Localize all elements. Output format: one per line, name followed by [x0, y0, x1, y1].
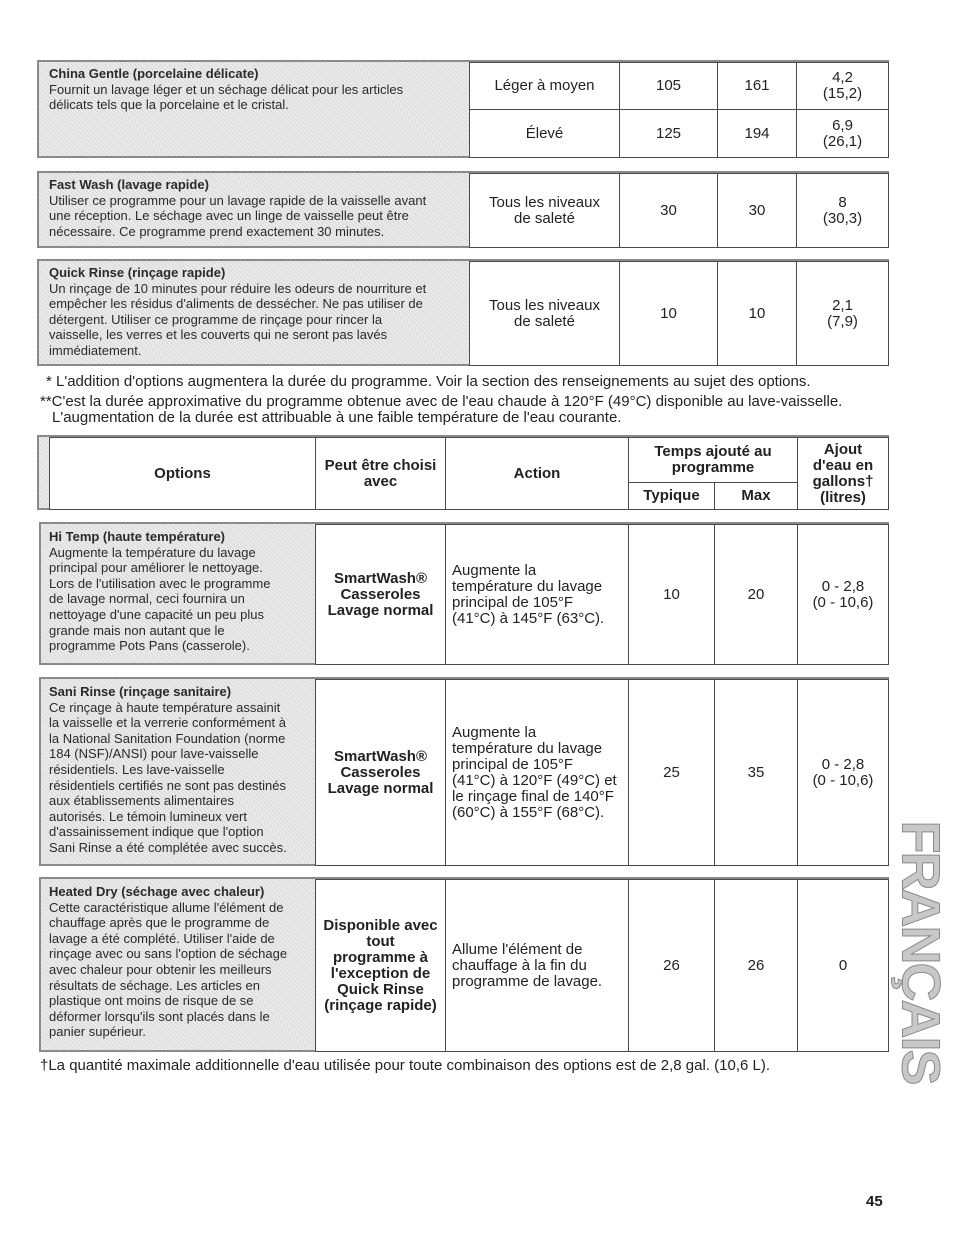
desc-line: Utiliser ce programme pour un lavage rapide de la vaisselle avant — [49, 192, 427, 208]
desc-line: la National Sanitation Foundation (norme — [49, 730, 286, 746]
water-value-liters: (0 - 10,6) — [812, 771, 874, 789]
typical-value: 25 — [663, 763, 680, 781]
desc-line: détergent. Utiliser ce programme de rinçage pour rincer la — [49, 311, 383, 327]
desc-line: 184 (NSF)/ANSI) pour lave-vaisselle — [49, 746, 259, 762]
chosen-line: Lavage normal — [327, 779, 434, 797]
action-line: le rinçage final de 140°F — [452, 787, 614, 805]
typical-cell — [628, 679, 715, 866]
header-typical-label: Typique — [643, 487, 700, 504]
header-options — [49, 437, 316, 510]
water-cell — [797, 524, 889, 665]
header-water-line: d'eau en — [812, 456, 874, 474]
soil-text: de saleté — [514, 312, 575, 330]
action-line: programme de lavage. — [452, 972, 603, 990]
option-title: Heated Dry (séchage avec chaleur) — [49, 884, 265, 899]
time2-value: 161 — [744, 77, 770, 94]
action-line: (41°C) à 145°F (63°C). — [452, 609, 605, 627]
desc-line: autorisés. Le témoin lumineux vert — [49, 808, 247, 824]
cycle-title: China Gentle (porcelaine délicate) — [49, 66, 259, 81]
cycle-description — [49, 177, 469, 239]
header-chosen-line: Peut être choisi — [324, 456, 437, 474]
action-line: température du lavage — [452, 577, 603, 595]
soil-level-cell — [469, 109, 620, 158]
action-cell — [445, 679, 629, 866]
cycle-title: Fast Wash (lavage rapide) — [49, 177, 209, 192]
typical-value: 10 — [663, 585, 680, 603]
max-cell — [714, 679, 798, 866]
desc-line: lavage a été complété. Utiliser l'aide de — [49, 930, 275, 946]
typical-cell — [628, 879, 715, 1052]
time-cell — [619, 109, 718, 158]
desc-line: Fournit un lavage léger et un séchage délicat pour les articles — [49, 81, 404, 97]
soil-text: Tous les niveaux — [489, 296, 600, 314]
typical-cell — [628, 524, 715, 665]
max-value: 20 — [747, 585, 765, 603]
option-title: Sani Rinse (rinçage sanitaire) — [49, 684, 232, 699]
chosen-line: Quick Rinse — [337, 980, 424, 998]
desc-line: Sani Rinse a été complétée avec succès. — [49, 839, 287, 855]
time2-value: 194 — [744, 124, 770, 142]
desc-line: la vaisselle et la verrerie conformément à — [49, 715, 286, 731]
header-action-label: Action — [513, 464, 561, 482]
chosen-with-cell — [315, 679, 446, 866]
page-number: 45 — [866, 1193, 883, 1210]
water-cell — [796, 62, 889, 110]
chosen-with-cell — [315, 524, 446, 665]
soil-level-cell — [469, 62, 620, 110]
desc-line: empêcher les résidus d'aliments de dessécher. Ne pas utiliser de — [49, 296, 423, 312]
note-options-duration: * L'addition d'options augmentera la durée du programme. Voir la section des renseignements au sujet des options. — [46, 373, 811, 390]
max-cell — [714, 879, 798, 1052]
cycle-block-fast-wash — [37, 171, 889, 248]
soil-text: Tous les niveaux — [489, 193, 600, 211]
header-water-line: gallons† — [812, 472, 874, 490]
water-value-liters: (7,9) — [827, 312, 858, 330]
option-block-sani-rinse — [39, 677, 889, 866]
footnote-max-water: †La quantité maximale additionnelle d'eau utilisée pour toute combinaison des options est de 2,8 gal. (10,6 L). — [40, 1057, 771, 1074]
water-value: 8 — [838, 193, 847, 211]
desc-line: résidentiels. Les lave-vaisselle — [49, 761, 225, 777]
header-time-line: programme — [671, 459, 755, 476]
action-line: (41°C) à 120°F (49°C) et — [452, 771, 617, 789]
water-value-liters: (0 - 10,6) — [812, 593, 874, 611]
chosen-line: l'exception de — [330, 964, 431, 982]
time2-value: 30 — [748, 201, 766, 219]
time2-cell — [717, 261, 797, 366]
time-value: 125 — [655, 124, 682, 142]
time2-cell — [717, 173, 797, 248]
option-description — [49, 684, 317, 856]
action-cell — [445, 524, 629, 665]
time2-cell — [717, 109, 797, 158]
note-duration-increase: L'augmentation de la durée est attribuable à une faible température de l'eau courante. — [52, 409, 622, 426]
desc-line: nécessaire. Ce programme prend exactement 30 minutes. — [49, 223, 385, 239]
header-water-added — [797, 437, 889, 510]
action-line: principal de 105°F — [452, 755, 574, 773]
desc-line: de lavage normal, ceci fournira un — [49, 591, 245, 607]
header-time-added — [628, 437, 798, 483]
desc-line: Cette caractéristique allume l'élément de — [49, 899, 284, 915]
header-chosen-with — [315, 437, 446, 510]
desc-line: Un rinçage de 10 minutes pour réduire les odeurs de nourriture et — [49, 280, 427, 296]
time2-cell — [717, 62, 797, 110]
desc-line: programme Pots Pans (casserole). — [49, 638, 250, 654]
water-value-liters: (26,1) — [822, 132, 863, 150]
max-value: 35 — [747, 763, 765, 781]
action-line: chauffage à la fin du — [452, 956, 587, 974]
max-value: 26 — [747, 956, 765, 974]
water-cell — [796, 173, 889, 248]
soil-text: de saleté — [514, 209, 575, 227]
desc-line: rinçage avec ou sans l'option de séchage — [49, 946, 288, 962]
desc-line: nettoyage d'une capacité un peu plus — [49, 606, 264, 622]
chosen-line: Casseroles — [340, 585, 421, 603]
water-value: 2,1 — [832, 296, 853, 314]
time-cell — [619, 261, 718, 366]
desc-line: principal pour améliorer le nettoyage. — [49, 560, 263, 576]
time-cell — [619, 62, 718, 110]
action-cell — [445, 879, 629, 1052]
water-value: 0 - 2,8 — [821, 755, 865, 773]
chosen-line: (rinçage rapide) — [324, 996, 437, 1014]
desc-line: résultats de séchage. Les articles en — [49, 977, 261, 993]
header-typical — [628, 482, 715, 510]
chosen-line: SmartWash® — [333, 747, 428, 765]
soil-text: Léger à moyen — [494, 77, 595, 94]
chosen-line: Disponible avec — [323, 916, 438, 934]
desc-line: chauffage après que le programme de — [49, 915, 270, 931]
soil-text: Élevé — [525, 124, 564, 142]
option-title: Hi Temp (haute température) — [49, 529, 226, 544]
chosen-with-cell — [315, 879, 446, 1052]
desc-line: grande mais non autant que le — [49, 622, 225, 638]
desc-line: plastique ont moins de risque de se — [49, 993, 254, 1009]
header-options-label: Options — [154, 464, 211, 482]
time-value: 10 — [660, 304, 677, 322]
action-line: Allume l'élément de — [452, 940, 583, 958]
cycle-block-quick-rinse — [37, 259, 889, 366]
cycle-description — [49, 66, 469, 113]
water-cell — [797, 879, 889, 1052]
header-water-line: Ajout — [823, 440, 863, 458]
desc-line: Ce rinçage à haute température assainit — [49, 699, 281, 715]
chosen-line: SmartWash® — [333, 569, 428, 587]
desc-line: une réception. Le séchage avec un linge de vaisselle peut être — [49, 208, 409, 224]
desc-line: résidentiels certifiés ne sont pas destinés — [49, 777, 287, 793]
desc-line: aux établissements alimentaires — [49, 793, 234, 809]
desc-line: panier supérieur. — [49, 1024, 146, 1040]
note-approx-duration: **C'est la durée approximative du programme obtenue avec de l'eau chaude à 120°F (49°C) disponible au lave-vaisselle. — [40, 393, 843, 410]
option-description — [49, 884, 317, 1040]
language-side-tab — [890, 820, 950, 1084]
language-side-tab-label: FRANÇAIS — [890, 820, 950, 1084]
header-chosen-line: avec — [363, 472, 398, 490]
water-value: 0 - 2,8 — [821, 577, 865, 595]
typical-value: 26 — [663, 956, 680, 974]
desc-line: Augmente la température du lavage — [49, 544, 256, 560]
water-value-liters: (15,2) — [822, 85, 863, 102]
header-max — [714, 482, 798, 510]
header-action — [445, 437, 629, 510]
chosen-line: programme à — [332, 948, 429, 966]
action-line: température du lavage — [452, 739, 603, 757]
desc-line: immédiatement. — [49, 342, 142, 358]
chosen-line: Casseroles — [340, 763, 421, 781]
desc-line: vaisselle, les verres et les couverts qui ne seront pas lavés — [49, 327, 388, 343]
cycle-description — [49, 265, 469, 359]
options-header-block — [37, 435, 889, 510]
time-value: 105 — [655, 77, 682, 94]
action-line: principal de 105°F — [452, 593, 574, 611]
header-time-line: Temps ajouté au — [654, 443, 772, 460]
chosen-line: Lavage normal — [327, 601, 434, 619]
option-block-hi-temp — [39, 522, 889, 665]
desc-line: avec chaleur pour obtenir les meilleurs — [49, 961, 272, 977]
time-value: 30 — [660, 201, 677, 219]
time2-value: 10 — [748, 304, 766, 322]
header-water-line: (litres) — [820, 488, 866, 506]
desc-line: Lors de l'utilisation avec le programme — [49, 575, 271, 591]
desc-line: délicats tels que la porcelaine et le cristal. — [49, 97, 289, 113]
max-cell — [714, 524, 798, 665]
water-value-liters: (30,3) — [822, 209, 863, 227]
water-value: 4,2 — [832, 69, 853, 86]
chosen-line: tout — [366, 932, 395, 950]
soil-level-cell — [469, 261, 620, 366]
action-line: Augmente la — [452, 561, 537, 579]
water-cell — [796, 109, 889, 158]
cycle-title: Quick Rinse (rinçage rapide) — [49, 265, 226, 280]
water-value: 0 — [838, 956, 848, 974]
action-line: Augmente la — [452, 723, 537, 741]
time-cell — [619, 173, 718, 248]
cycle-block-china-gentle — [37, 60, 889, 158]
desc-line: déformer lorsqu'ils sont placés dans le — [49, 1008, 270, 1024]
header-max-label: Max — [741, 487, 771, 504]
water-value: 6,9 — [832, 116, 853, 134]
option-block-heated-dry — [39, 877, 889, 1052]
desc-line: d'assainissement indique que l'option — [49, 824, 264, 840]
action-line: (60°C) à 155°F (68°C). — [452, 803, 605, 821]
water-cell — [797, 679, 889, 866]
option-description — [49, 529, 317, 654]
water-cell — [796, 261, 889, 366]
soil-level-cell — [469, 173, 620, 248]
